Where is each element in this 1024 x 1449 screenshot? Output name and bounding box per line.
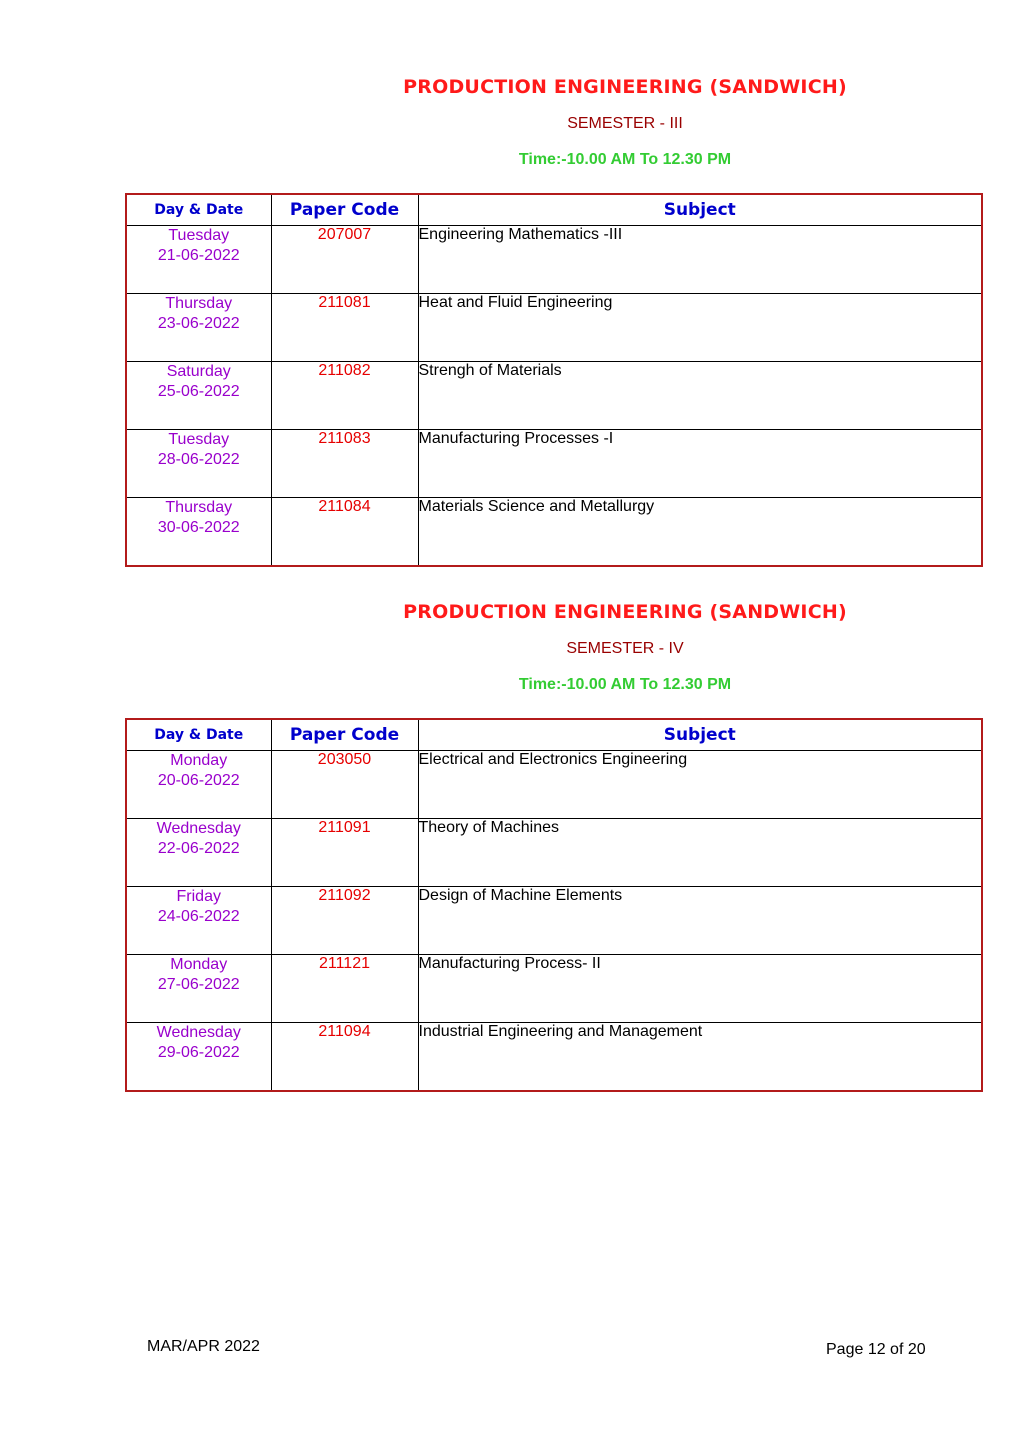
- exam-date: 23-06-2022: [157, 315, 240, 332]
- footer-session: MAR/APR 2022: [147, 1338, 260, 1355]
- table-row: [126, 1023, 982, 1092]
- day-date-cell: [126, 819, 271, 887]
- table-header-row: [126, 194, 982, 226]
- day-name: Monday: [170, 752, 228, 769]
- exam-date: 20-06-2022: [157, 772, 240, 789]
- exam-timetable: [125, 718, 983, 1092]
- day-name: Monday: [170, 956, 228, 973]
- exam-time: Time:-10.00 AM To 12.30 PM: [518, 151, 732, 168]
- exam-date: 25-06-2022: [157, 383, 240, 400]
- day-name: Wednesday: [156, 1024, 241, 1041]
- table-row: [126, 294, 982, 362]
- paper-code: 207007: [271, 226, 418, 294]
- subject-name: Engineering Mathematics -III: [418, 226, 982, 294]
- exam-date: 27-06-2022: [157, 976, 240, 993]
- table-row: [126, 362, 982, 430]
- table-header-row: [126, 719, 982, 751]
- table-row: [126, 226, 982, 294]
- exam-time: Time:-10.00 AM To 12.30 PM: [518, 676, 732, 693]
- day-date-cell: [126, 430, 271, 498]
- day-name: Saturday: [166, 363, 231, 380]
- header-subject: Subject: [418, 194, 982, 226]
- subject-name: Design of Machine Elements: [418, 887, 982, 955]
- day-date-cell: [126, 751, 271, 819]
- day-date-cell: [126, 498, 271, 567]
- semester-label: SEMESTER - III: [567, 115, 683, 132]
- paper-code: 211121: [271, 955, 418, 1023]
- table-row: [126, 751, 982, 819]
- exam-timetable: [125, 193, 983, 567]
- day-date-cell: [126, 226, 271, 294]
- exam-date: 29-06-2022: [157, 1044, 240, 1061]
- table-row: [126, 887, 982, 955]
- table-row: [126, 498, 982, 567]
- exam-date: 22-06-2022: [157, 840, 240, 857]
- paper-code: 211091: [271, 819, 418, 887]
- header-day-date: Day & Date: [126, 719, 271, 751]
- paper-code: 211092: [271, 887, 418, 955]
- subject-name: Strengh of Materials: [418, 362, 982, 430]
- paper-code: 203050: [271, 751, 418, 819]
- exam-date: 21-06-2022: [157, 247, 240, 264]
- subject-name: Materials Science and Metallurgy: [418, 498, 982, 567]
- paper-code: 211082: [271, 362, 418, 430]
- subject-name: Theory of Machines: [418, 819, 982, 887]
- header-day-date: Day & Date: [126, 194, 271, 226]
- semester-label: SEMESTER - IV: [566, 640, 684, 657]
- day-date-cell: [126, 294, 271, 362]
- section-title: PRODUCTION ENGINEERING (SANDWICH): [403, 76, 847, 98]
- paper-code: 211094: [271, 1023, 418, 1092]
- subject-name: Electrical and Electronics Engineering: [418, 751, 982, 819]
- exam-date: 30-06-2022: [157, 519, 240, 536]
- day-date-cell: [126, 955, 271, 1023]
- header-subject: Subject: [418, 719, 982, 751]
- day-name: Tuesday: [168, 227, 230, 244]
- table-row: [126, 955, 982, 1023]
- table-row: [126, 819, 982, 887]
- day-name: Tuesday: [168, 431, 230, 448]
- paper-code: 211083: [271, 430, 418, 498]
- footer-page-number: Page 12 of 20: [826, 1341, 926, 1358]
- table-row: [126, 430, 982, 498]
- header-paper-code: Paper Code: [271, 719, 418, 751]
- paper-code: 211081: [271, 294, 418, 362]
- subject-name: Heat and Fluid Engineering: [418, 294, 982, 362]
- subject-name: Manufacturing Processes -I: [418, 430, 982, 498]
- day-date-cell: [126, 1023, 271, 1092]
- day-name: Thursday: [165, 499, 233, 516]
- exam-date: 28-06-2022: [157, 451, 240, 468]
- paper-code: 211084: [271, 498, 418, 567]
- day-date-cell: [126, 362, 271, 430]
- day-name: Wednesday: [156, 820, 241, 837]
- day-name: Friday: [176, 888, 221, 905]
- section-title: PRODUCTION ENGINEERING (SANDWICH): [403, 601, 847, 623]
- subject-name: Industrial Engineering and Management: [418, 1023, 982, 1092]
- day-date-cell: [126, 887, 271, 955]
- subject-name: Manufacturing Process- II: [418, 955, 982, 1023]
- day-name: Thursday: [165, 295, 233, 312]
- exam-date: 24-06-2022: [157, 908, 240, 925]
- header-paper-code: Paper Code: [271, 194, 418, 226]
